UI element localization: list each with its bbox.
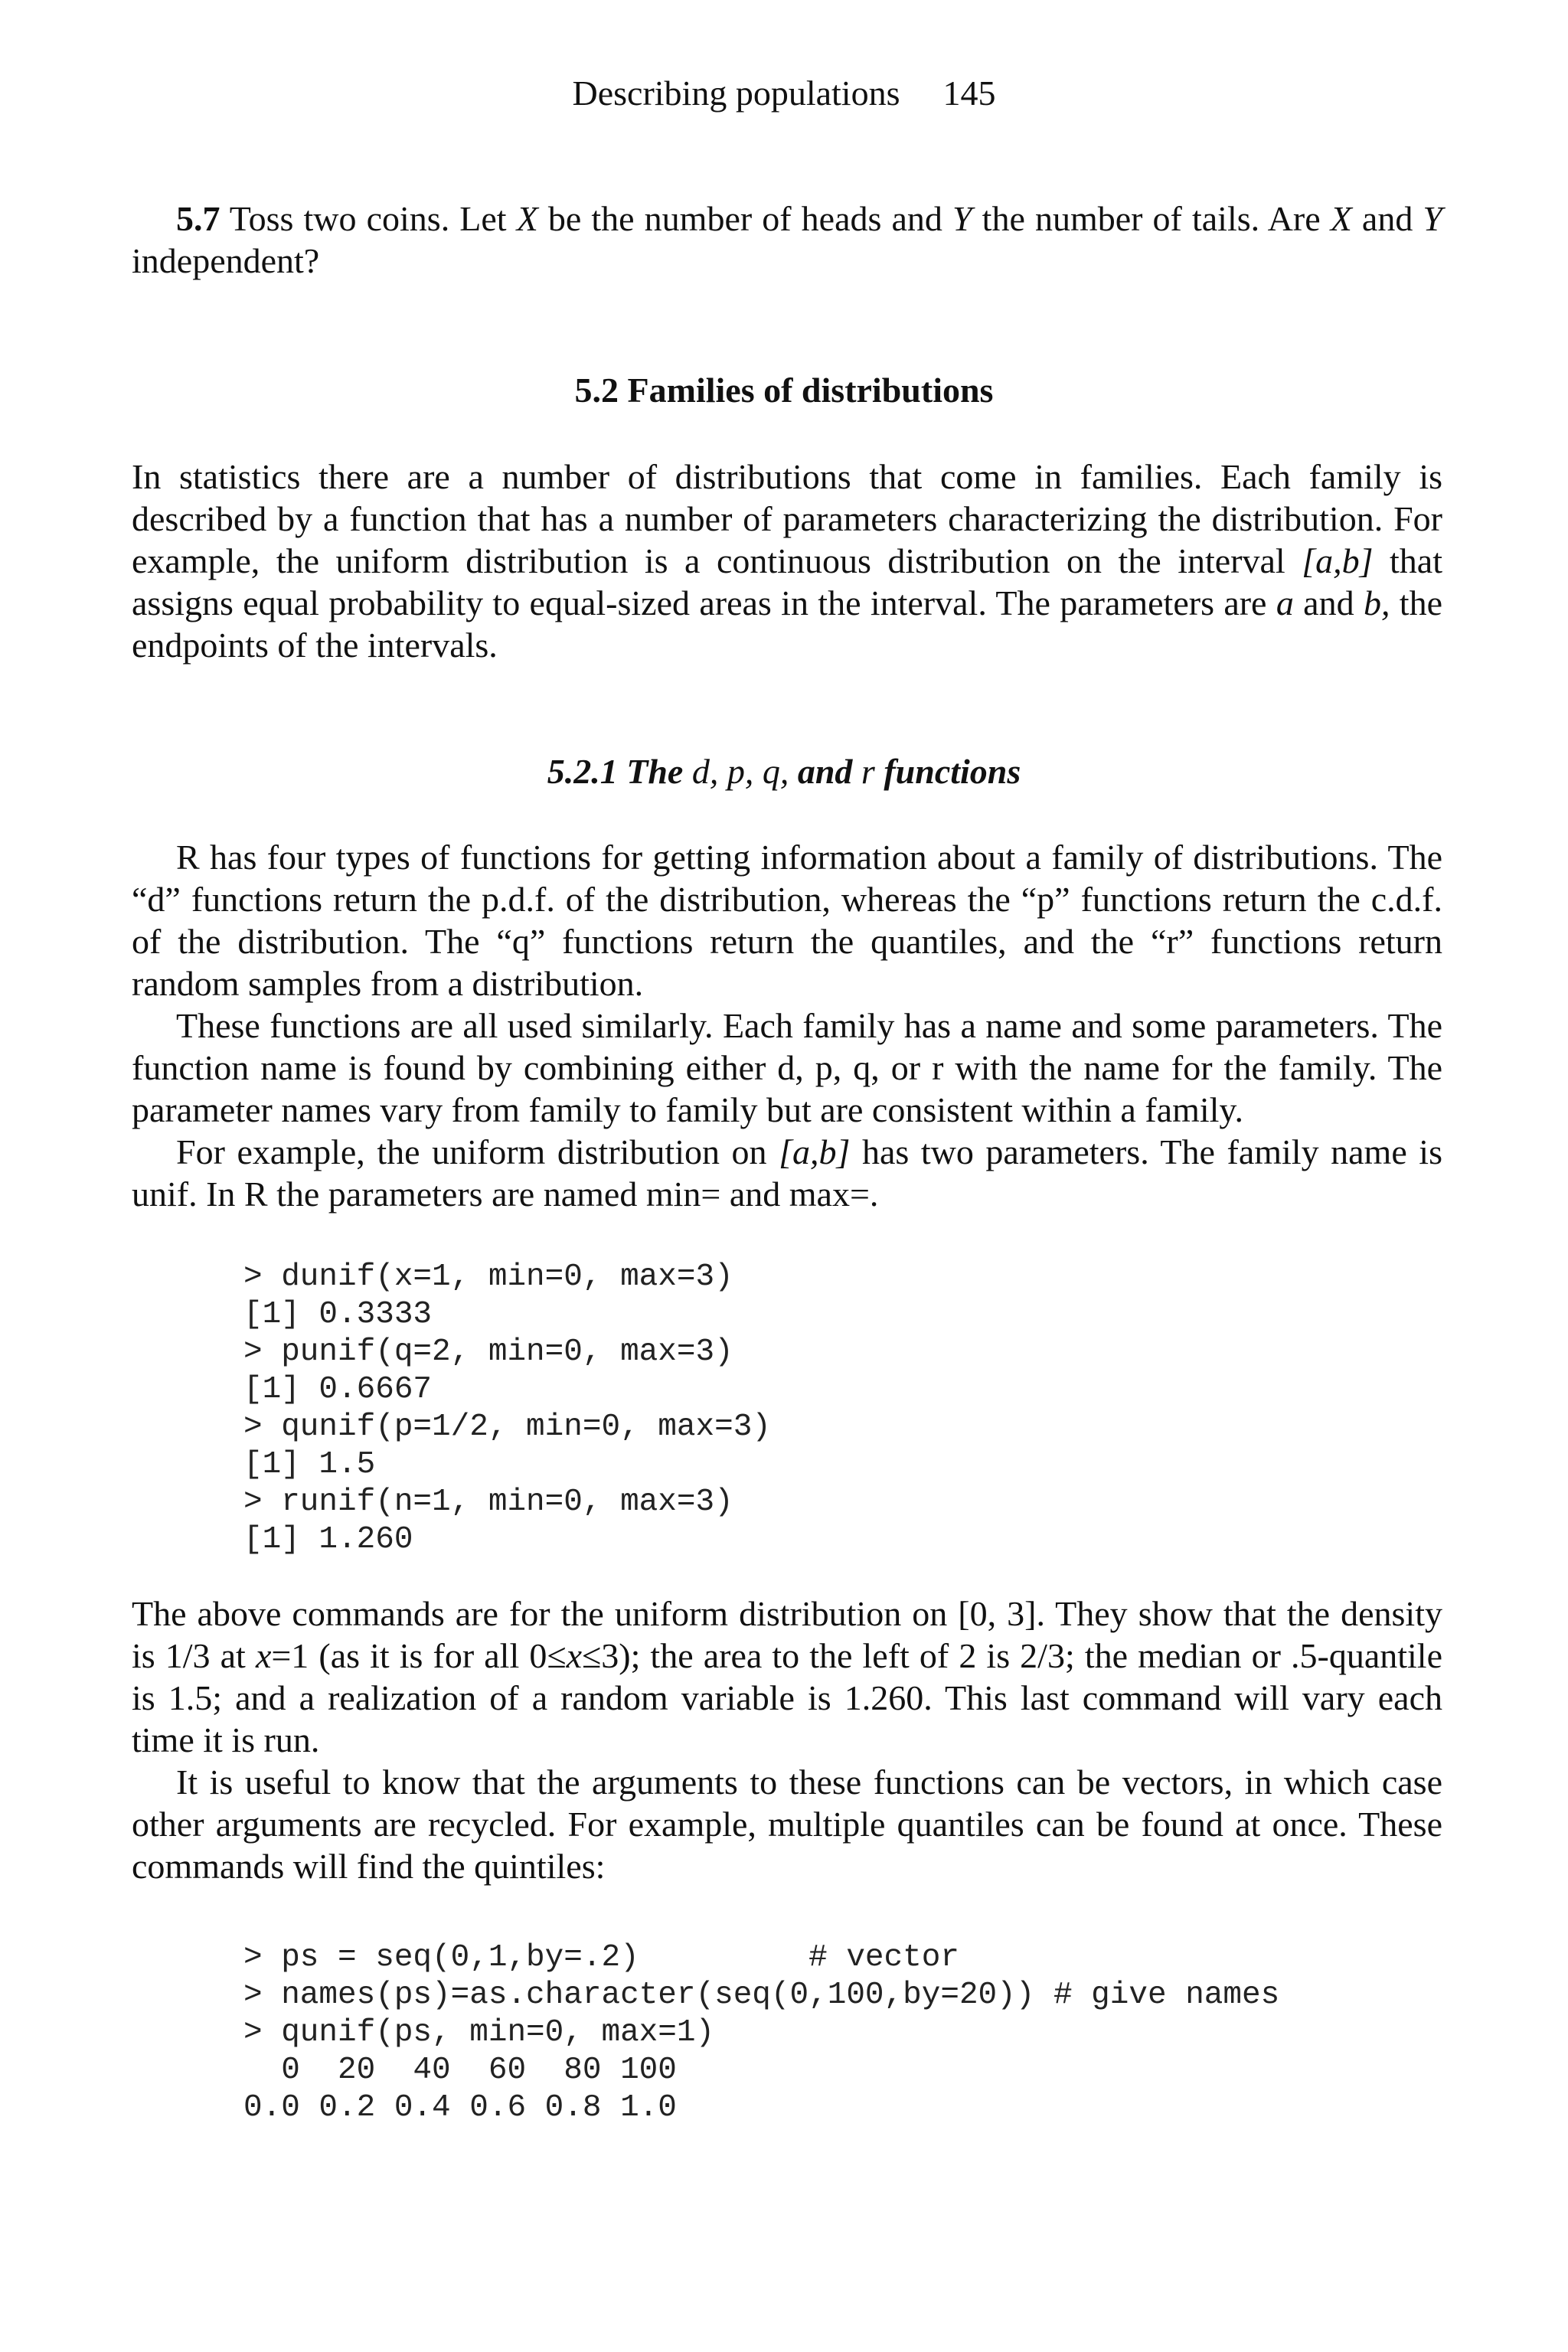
explanation-body: [132, 1592, 1442, 1887]
section-heading: 5.2 Families of distributions: [574, 371, 994, 410]
code-line: [1] 0.3333: [243, 1297, 433, 1332]
code-line: > ps = seq(0,1,by=.2) # vector: [243, 1940, 959, 1975]
section-paragraph: In statistics there are a number of distributions that come in families. Each family is described by a function that has a number of parameters characterizing the distribution. For example, the uniform distribution is a continuous distribution on the interval [a,b] that assigns equal probability to equal-sized areas in the interval. The parameters are a and b, the endpoints of the intervals.: [132, 457, 1442, 665]
code-line: > punif(q=2, min=0, max=3): [243, 1334, 733, 1370]
page-number: 145: [942, 74, 996, 113]
code-line: > dunif(x=1, min=0, max=3): [243, 1259, 733, 1295]
paragraph: For example, the uniform distribution on [a,b] has two parameters. The family name is unif. In R the parameters are named min= and max=.: [132, 1132, 1442, 1214]
paragraph: These functions are all used similarly. Each family has a name and some parameters. The function name is found by combining either d, p, q, or r with the name for the family. The parameter names vary from family to family but are consistent within a family.: [132, 1006, 1442, 1129]
code-line: 0 20 40 60 80 100: [243, 2053, 677, 2088]
subsection-heading: 5.2.1 The d, p, q, and r functions: [547, 752, 1021, 791]
running-header: [0, 70, 1568, 116]
code-line: > names(ps)=as.character(seq(0,100,by=20)) # give names: [243, 1978, 1280, 2013]
code-block-quintiles: [243, 1939, 1279, 2127]
exercise-5-7: 5.7 Toss two coins. Let X be the number of heads and Y the number of tails. Are X and Y independent?: [132, 199, 1443, 280]
subsection-body: [132, 836, 1442, 1215]
code-line: > qunif(p=1/2, min=0, max=3): [243, 1410, 771, 1445]
paragraph: The above commands are for the uniform distribution on [0, 3]. They show that the density is 1/3 at x=1 (as it is for all 0≤x≤3); the area to the left of 2 is 2/3; the median or .5-quantile is 1.5; and a realization of a random variable is 1.260. This last command will vary each time it is run.: [132, 1594, 1442, 1759]
code-line: > runif(n=1, min=0, max=3): [243, 1485, 733, 1520]
code-block-uniform: [243, 1259, 771, 1559]
paragraph: R has four types of functions for getting information about a family of distributions. The “d” functions return the p.d.f. of the distribution, whereas the “p” functions return the c.d.f. of the distribution. The “q” functions return the quantiles, and the “r” functions return random samples from a distribution.: [132, 838, 1442, 1003]
code-line: [1] 0.6667: [243, 1372, 433, 1407]
code-line: 0.0 0.2 0.4 0.6 0.8 1.0: [243, 2090, 677, 2125]
code-line: [1] 1.260: [243, 1522, 413, 1557]
running-title: Describing populations: [572, 74, 900, 113]
code-line: [1] 1.5: [243, 1447, 376, 1482]
exercise-number: 5.7: [176, 199, 220, 238]
code-line: > qunif(ps, min=0, max=1): [243, 2015, 715, 2050]
paragraph: It is useful to know that the arguments to these functions can be vectors, in which case other arguments are recycled. For example, multiple quantiles can be found at once. These commands will find the quintiles:: [132, 1762, 1442, 1886]
